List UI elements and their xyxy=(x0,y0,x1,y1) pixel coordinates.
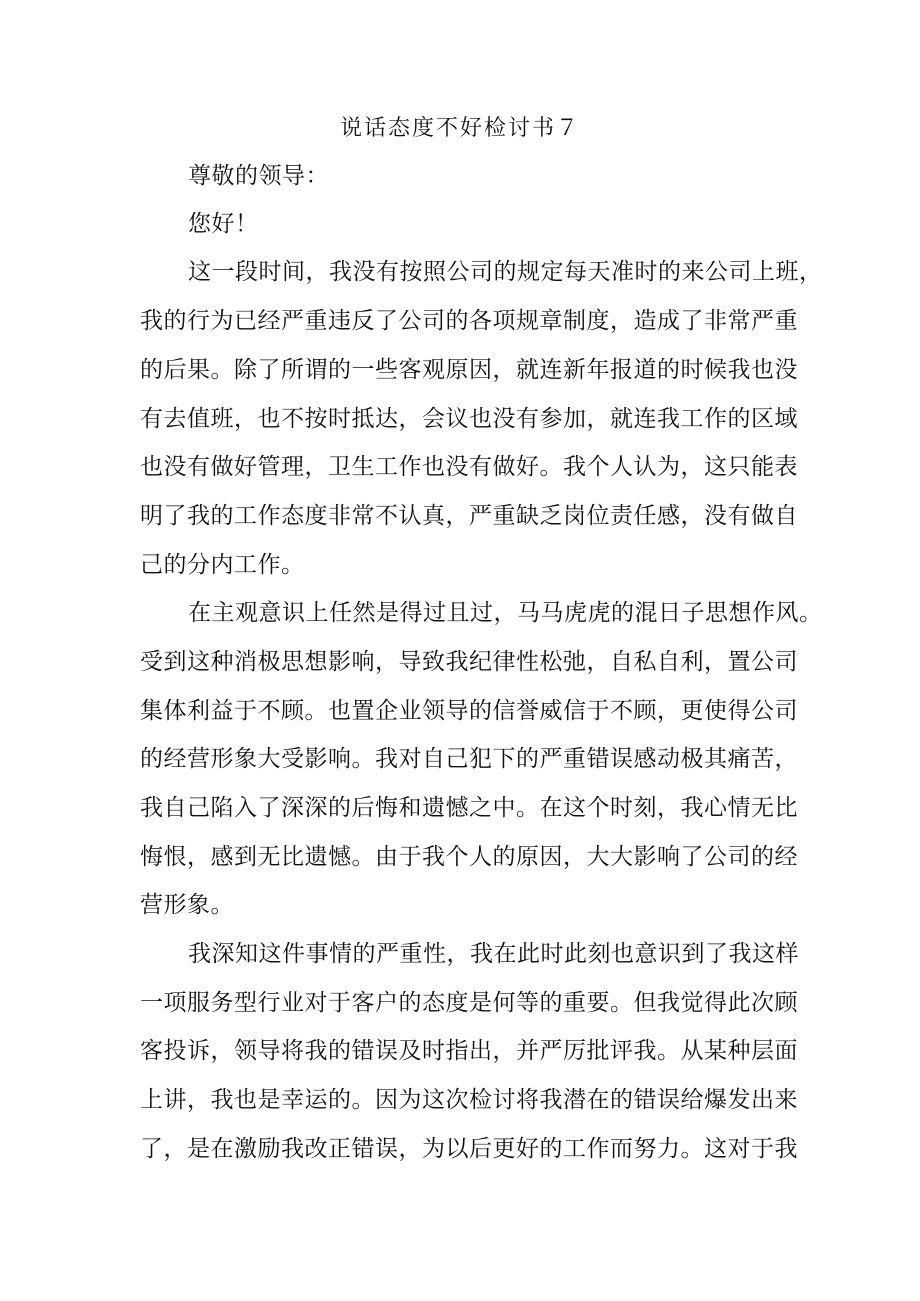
paragraph-line: 这一段时间，我没有按照公司的规定每天准时的来公司上班， xyxy=(188,259,823,285)
paragraph-line: 也没有做好管理，卫生工作也没有做好。我个人认为，这只能表 xyxy=(140,454,798,480)
greeting: 您好！ xyxy=(188,211,259,237)
paragraph-line: 受到这种消极思想影响，导致我纪律性松弛，自私自利，置公司 xyxy=(140,649,798,675)
paragraph-line: 我深知这件事情的严重性，我在此时此刻也意识到了我这样 xyxy=(188,941,799,967)
paragraph-line: 明了我的工作态度非常不认真，严重缺乏岗位责任感，没有做自 xyxy=(140,503,798,529)
paragraph-line: 我的行为已经严重违反了公司的各项规章制度，造成了非常严重 xyxy=(140,308,798,334)
document-title: 说话态度不好检讨书７ xyxy=(339,116,580,141)
paragraph-line: 有去值班，也不按时抵达，会议也没有参加，就连我工作的区域 xyxy=(140,406,798,432)
paragraph-line: 上讲，我也是幸运的。因为这次检讨将我潜在的错误给爆发出来 xyxy=(140,1087,798,1113)
paragraph-line: 悔恨，感到无比遗憾。由于我个人的原因，大大影响了公司的经 xyxy=(140,844,798,870)
paragraph-line: 营形象。 xyxy=(140,892,234,918)
paragraph-line: 己的分内工作。 xyxy=(140,552,305,578)
paragraph-line: 在主观意识上任然是得过且过，马马虎虎的混日子思想作风。 xyxy=(188,600,823,626)
paragraph-line: 客投诉，领导将我的错误及时指出，并严厉批评我。从某种层面 xyxy=(140,1038,798,1064)
paragraph-line: 集体利益于不顾。也置企业领导的信誉威信于不顾，更使得公司 xyxy=(140,698,798,724)
paragraph-line: 了，是在激励我改正错误，为以后更好的工作而努力。这对于我 xyxy=(140,1136,798,1162)
paragraph-line: 的后果。除了所谓的一些客观原因，就连新年报道的时候我也没 xyxy=(140,357,798,383)
paragraph-line: 的经营形象大受影响。我对自己犯下的严重错误感动极其痛苦， xyxy=(140,746,798,772)
paragraph-line: 我自己陷入了深深的后悔和遗憾之中。在这个时刻，我心情无比 xyxy=(140,795,798,821)
salutation: 尊敬的领导： xyxy=(188,163,329,189)
paragraph-line: 一项服务型行业对于客户的态度是何等的重要。但我觉得此次顾 xyxy=(140,990,798,1016)
